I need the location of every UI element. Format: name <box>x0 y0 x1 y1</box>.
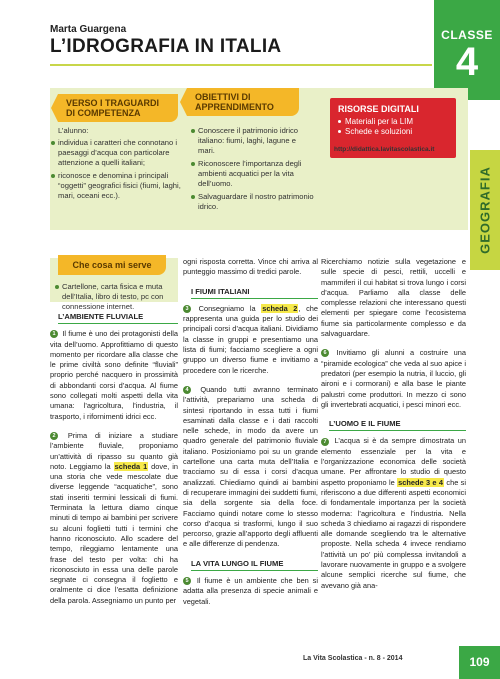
paragraph-text: Il fiume è un ambiente che ben si adatta alla presenza di specie animali e vegetali. <box>183 576 318 606</box>
digital-resources-title: RISORSE DIGITALI <box>338 104 419 114</box>
traguardi-heading: VERSO I TRAGUARDI DI COMPETENZA <box>58 94 178 122</box>
section-heading: LA VITA LUNGO IL FIUME <box>191 559 318 571</box>
class-badge <box>434 0 500 100</box>
resources-link[interactable]: http://didattica.lavitascolastica.it <box>334 146 435 153</box>
step-number: 1 <box>50 330 58 338</box>
paragraph <box>183 576 318 607</box>
subject-label: GEOGRAFIA <box>477 166 493 254</box>
paragraph-text: L’acqua si è da sempre dimostrata un elemento essenziale per la vita e l’organizzazione economica delle società umane. Per affrontare lo studio di questo aspetto proponiamo le <box>321 436 466 487</box>
obiettivi-heading: OBIETTIVI DI APPRENDIMENTO <box>187 88 299 116</box>
step-number: 6 <box>321 349 329 357</box>
list-item: individua i caratteri che connotano i paesaggi d’acqua con particolare attenzione a quelli italiani; <box>50 138 182 168</box>
section-heading: L’AMBIENTE FLUVIALE <box>58 312 178 324</box>
step-number: 7 <box>321 438 329 446</box>
resource-item: Schede e soluzioni <box>338 127 448 137</box>
step-number: 5 <box>183 577 191 585</box>
list-item: Conoscere il patrimonio idrico italiano: fiumi, laghi, lagune e mari. <box>190 126 314 156</box>
info-panel <box>50 88 468 230</box>
author-name: Marta Guargena <box>50 24 127 35</box>
section-heading: L’UOMO E IL FIUME <box>329 419 466 431</box>
paragraph <box>50 431 178 606</box>
paragraph-text: Il fiume è uno dei protagonisti della vita dell’uomo. Approfittiamo di questo momento per ricordare alla classe che le prime civiltà sono definite “fluviali” proprio perché nacquero in prossimità di abbondanti corsi d’acqua. Al fiume sono collegati molti aspetti della vita umana: l’agricoltura, l’industria, il trasporto, i rifornimenti idrici ecc. <box>50 329 179 421</box>
materials-text: Cartellone, carta fisica e muta dell’Italia, libro di testo, pc con connessione internet. <box>54 282 174 312</box>
section-heading: I FIUMI ITALIANI <box>191 287 318 299</box>
paragraph: Ricerchiamo notizie sulla vegetazione e sulle specie di pesci, rettili, uccelli e mammiferi il cui habitat si trova lungo i corsi d’acqua. Parliamo alla classe delle complesse relazioni che interessano questi elementi per spiegare come l’ecosistema fiume sia particolarmente complesso e da salvaguardare. <box>321 257 466 339</box>
paragraph-text: Consegniamo la <box>198 303 256 313</box>
paragraph <box>50 329 178 422</box>
class-label: CLASSE <box>441 28 493 42</box>
obiettivi-list <box>190 126 314 215</box>
list-item: riconosce e denomina i principali “oggetti” geografici fisici (fiumi, laghi, mari, oceani ecc.). <box>50 171 182 201</box>
paragraph <box>321 348 466 410</box>
paragraph-text: , che rappresenta una guida per lo studio dei principali corsi d’acqua italiani. Dividiamo la classe in gruppi e presentiamo una lista di fiumi; facciamo scegliere a ogni gruppo un diverso fiume e invitiamo a procedere con le ricerche. <box>183 303 319 375</box>
text-column-1 <box>50 312 178 615</box>
paragraph <box>183 385 318 550</box>
traguardi-intro: L’alunno: <box>58 126 89 135</box>
paragraph-text: Prima di iniziare a studiare l’ambiente fluviale, proponiamo un’attività di ripasso su quanto già noto. Leggiamo la <box>50 430 178 471</box>
paragraph-text: che si riferiscono a due differenti aspetti economici di fondamentale importanza per la società moderna: l’agricoltura e l’industria. Nella scheda 3 chiediamo ai ragazzi di rispondere alle domande scegliendo tra le alternative proposte. Nella scheda 4 invece rendiamo l’attività un po’ più complessa invitandoli a lavorare nuovamente in gruppo e a svolgere alcune semplici ricerche sul fiume, che avevano già ana- <box>321 477 467 590</box>
paragraph <box>183 304 318 376</box>
step-number: 2 <box>50 432 58 440</box>
list-item: Salvaguardare il nostro patrimonio idrico. <box>190 192 314 212</box>
page-number: 109 <box>459 646 500 679</box>
text-column-3 <box>321 257 466 600</box>
materials-heading: Che cosa mi serve <box>58 255 166 275</box>
materials-box <box>50 258 178 311</box>
subject-tab <box>470 150 500 270</box>
text-column-2 <box>183 257 318 616</box>
traguardi-list <box>50 126 182 204</box>
worksheet-reference: scheda 1 <box>114 461 148 471</box>
paragraph-text: Quando tutti avranno terminato l’attività, prepariamo una scheda di sintesi riportando in essa tutti i fiumi esaminati dalla classe e i dati raccolti nelle schede, in modo da avere un quadro generale del patrimonio fluviale italiano. Posizioniamo poi su un grande cartellone una carta muta dell’Italia e tracciamo su di essa i corsi d’acqua analizzati. Chiediamo quindi ai bambini di recuperare immagini dei suddetti fiumi, sia della sorgente sia della foce. Facciamo quindi notare come lo stesso corso d’acqua si trasformi, lungo il suo percorso, grazie all’apporto degli affluenti e alle differenze di pendenza. <box>183 384 319 549</box>
magazine-footer: La Vita Scolastica - n. 8 - 2014 <box>303 655 403 662</box>
worksheet-reference: schede 3 e 4 <box>398 477 444 487</box>
page-title: L’IDROGRAFIA IN ITALIA <box>50 36 282 57</box>
step-number: 4 <box>183 386 191 394</box>
worksheet-reference: scheda 2 <box>262 303 298 313</box>
paragraph: ogni risposta corretta. Vince chi arriva al punteggio massimo di tredici parole. <box>183 257 318 277</box>
list-item: Riconoscere l’importanza degli ambienti acquatici per la vita dell’uomo. <box>190 159 314 189</box>
title-underline <box>50 64 432 66</box>
resource-item: Materiali per la LIM <box>338 117 448 127</box>
paragraph <box>321 436 466 590</box>
paragraph-text: Invitiamo gli alunni a costruire una “piramide ecologica” che veda al suo apice i predatori (per esempio la nutria, il luccio, gli aironi e i cormorani) e alla base le piante palustri come produttori. In mezzo ci sono gli invertebrati acquatici, i pesci minori ecc. <box>321 348 466 409</box>
step-number: 3 <box>183 305 191 313</box>
class-number: 4 <box>455 40 479 84</box>
paragraph-text: dove, in una storia che vede mescolate due diverse leggende “acquatiche”, sono stati inseriti termini lessicali di fiumi. Terminata la lettura diamo cinque minuti di tempo ai bambini per scrivere su alcuni foglietti tutti i termini che hanno riconosciuto. Allo scadere del tempo, rileggiamo lentamente una frase del testo per volta: chi ha riconosciuto in essa una delle parole segnate ci consegna il foglietto e oralmente ci dice l’esatta definizione della parola. Assegniamo un punto per <box>50 461 178 605</box>
